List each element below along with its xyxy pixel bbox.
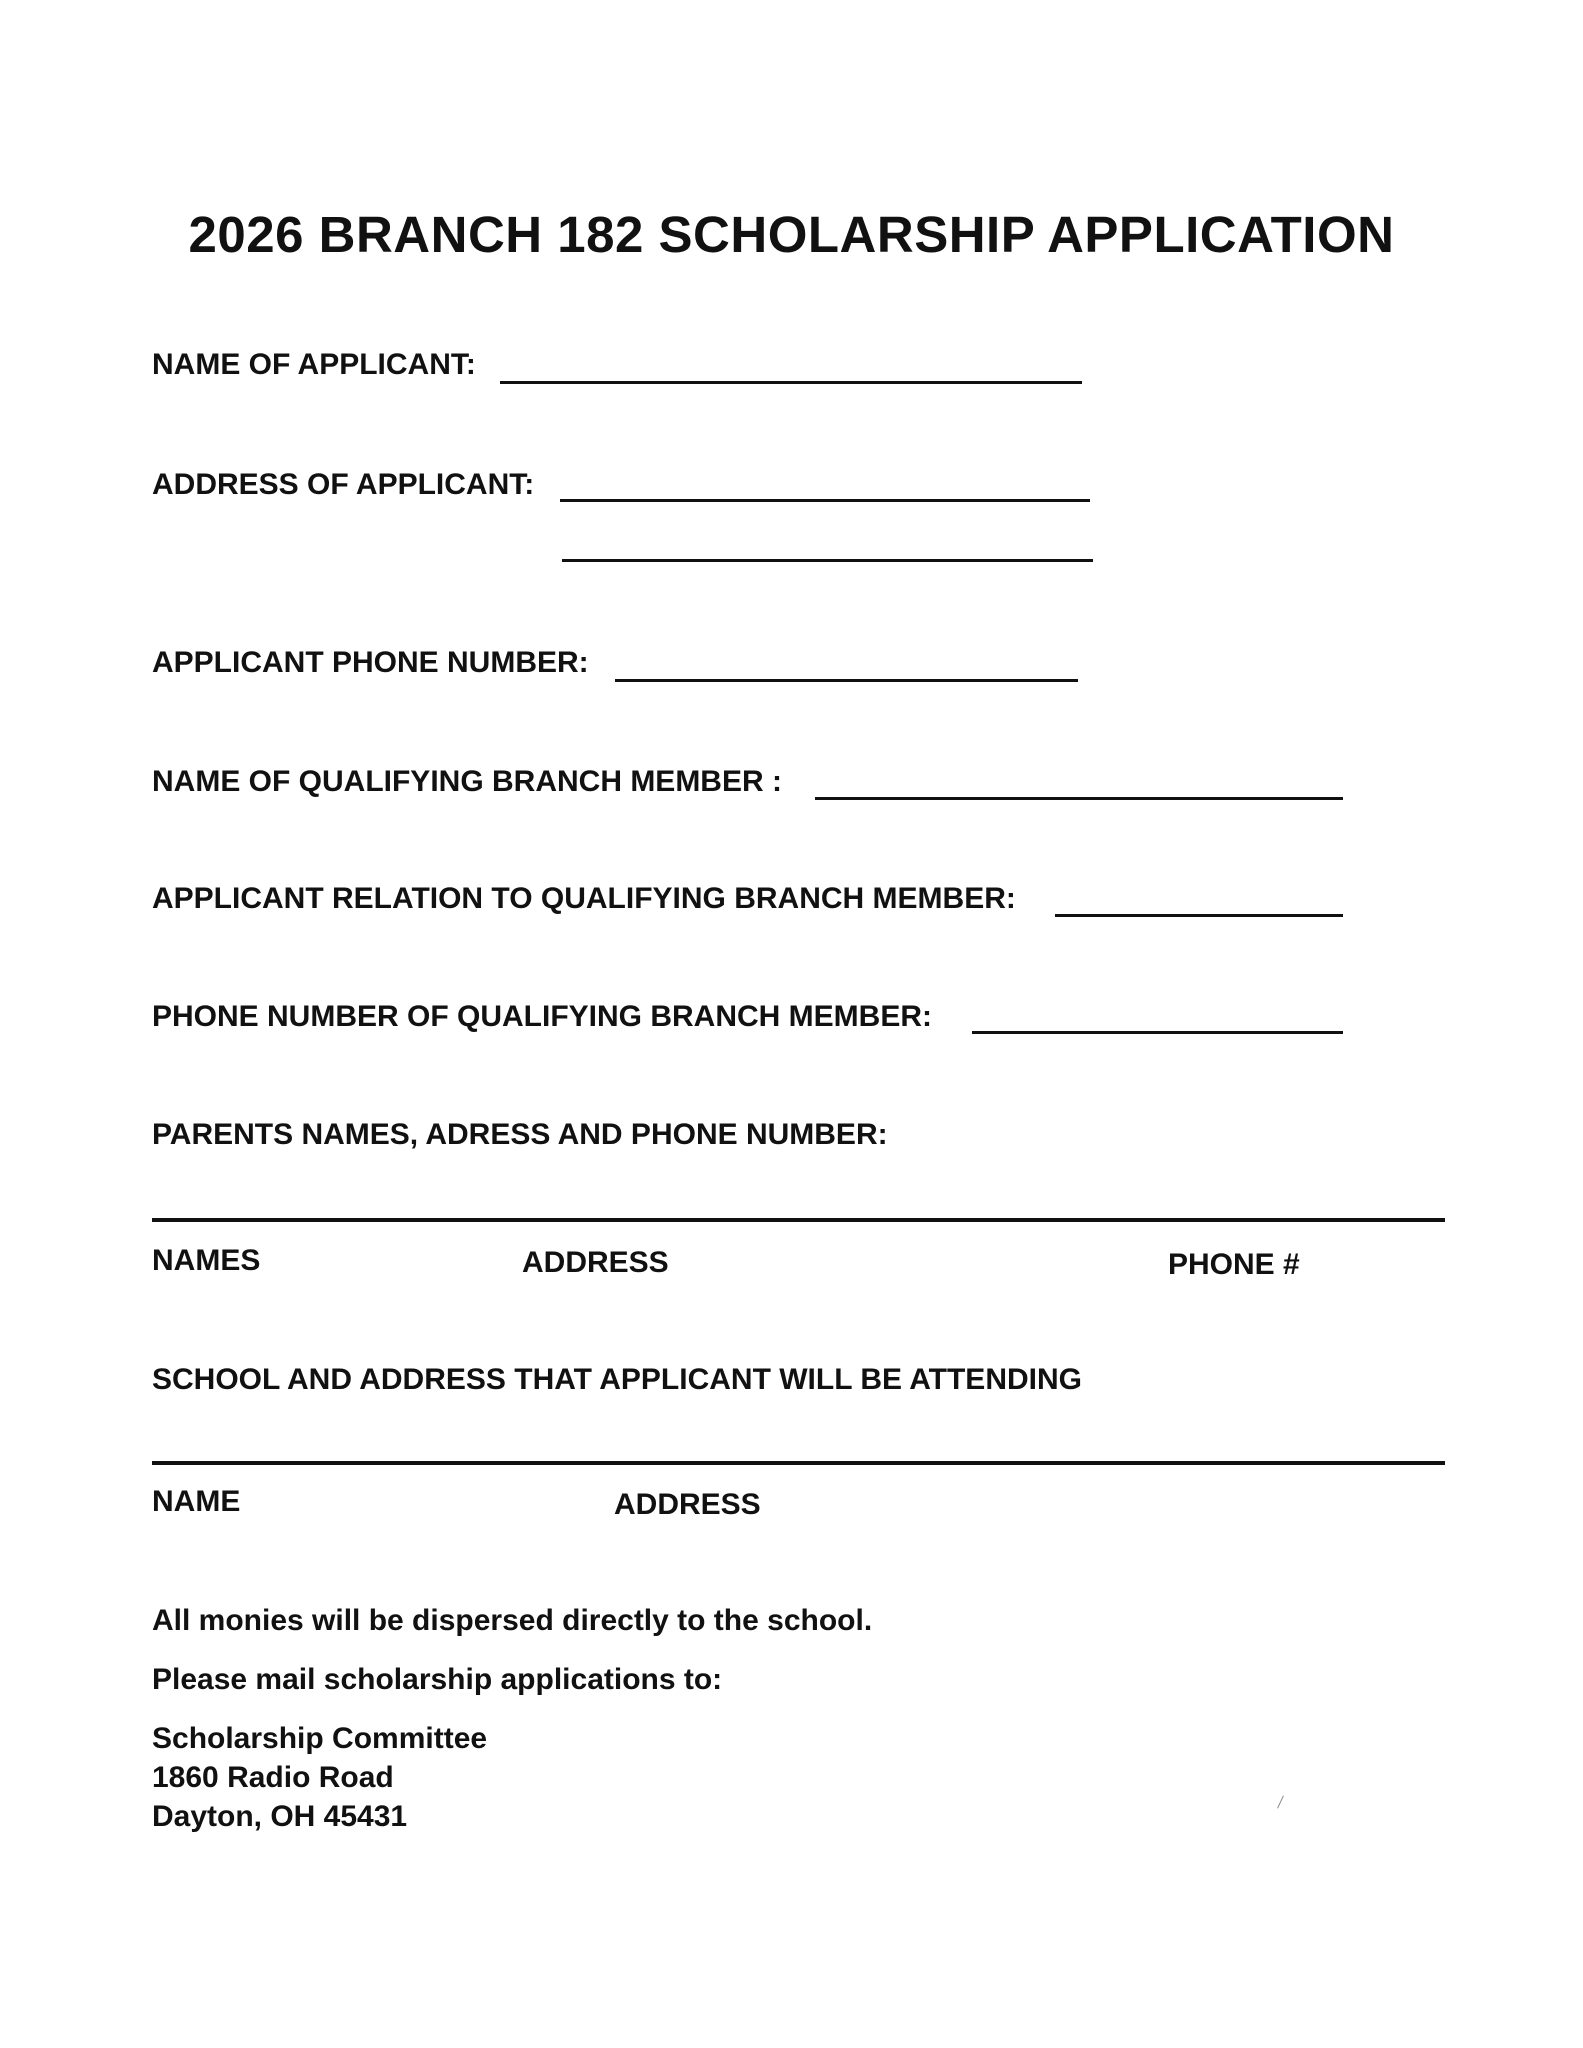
monies-note: All monies will be dispersed directly to the school.	[152, 1604, 873, 1637]
relation-blank[interactable]	[1055, 914, 1343, 917]
stray-pen-mark	[1277, 1795, 1284, 1808]
mailing-address-line-2: 1860 Radio Road	[152, 1761, 394, 1794]
applicant-phone-blank[interactable]	[615, 679, 1078, 682]
parents-heading: PARENTS NAMES, ADRESS AND PHONE NUMBER:	[152, 1118, 888, 1151]
parents-col-phone: PHONE #	[1168, 1248, 1300, 1281]
qualifying-member-name-label: NAME OF QUALIFYING BRANCH MEMBER :	[152, 765, 782, 798]
form-title: 2026 BRANCH 182 SCHOLARSHIP APPLICATION	[188, 206, 1395, 263]
parents-col-names: NAMES	[152, 1244, 261, 1277]
relation-label: APPLICANT RELATION TO QUALIFYING BRANCH MEMBER:	[152, 882, 1016, 915]
mail-to-note: Please mail scholarship applications to:	[152, 1663, 723, 1696]
school-col-address: ADDRESS	[614, 1488, 761, 1521]
qualifying-member-phone-label: PHONE NUMBER OF QUALIFYING BRANCH MEMBER:	[152, 1000, 932, 1033]
parents-col-address: ADDRESS	[522, 1246, 669, 1279]
address-of-applicant-label: ADDRESS OF APPLICANT:	[152, 468, 535, 501]
mailing-address-line-1: Scholarship Committee	[152, 1722, 488, 1755]
applicant-phone-label: APPLICANT PHONE NUMBER:	[152, 646, 589, 679]
address-line-1-blank[interactable]	[560, 499, 1090, 502]
parents-line[interactable]	[152, 1218, 1445, 1222]
name-of-applicant-blank[interactable]	[500, 381, 1082, 384]
school-heading: SCHOOL AND ADDRESS THAT APPLICANT WILL BE ATTENDING	[152, 1363, 1082, 1396]
school-col-name: NAME	[152, 1485, 241, 1518]
name-of-applicant-label: NAME OF APPLICANT:	[152, 348, 476, 381]
mailing-address-line-3: Dayton, OH 45431	[152, 1800, 408, 1833]
qualifying-member-name-blank[interactable]	[815, 797, 1343, 800]
school-line[interactable]	[152, 1461, 1445, 1465]
address-line-2-blank[interactable]	[562, 559, 1093, 562]
qualifying-member-phone-blank[interactable]	[972, 1031, 1343, 1034]
